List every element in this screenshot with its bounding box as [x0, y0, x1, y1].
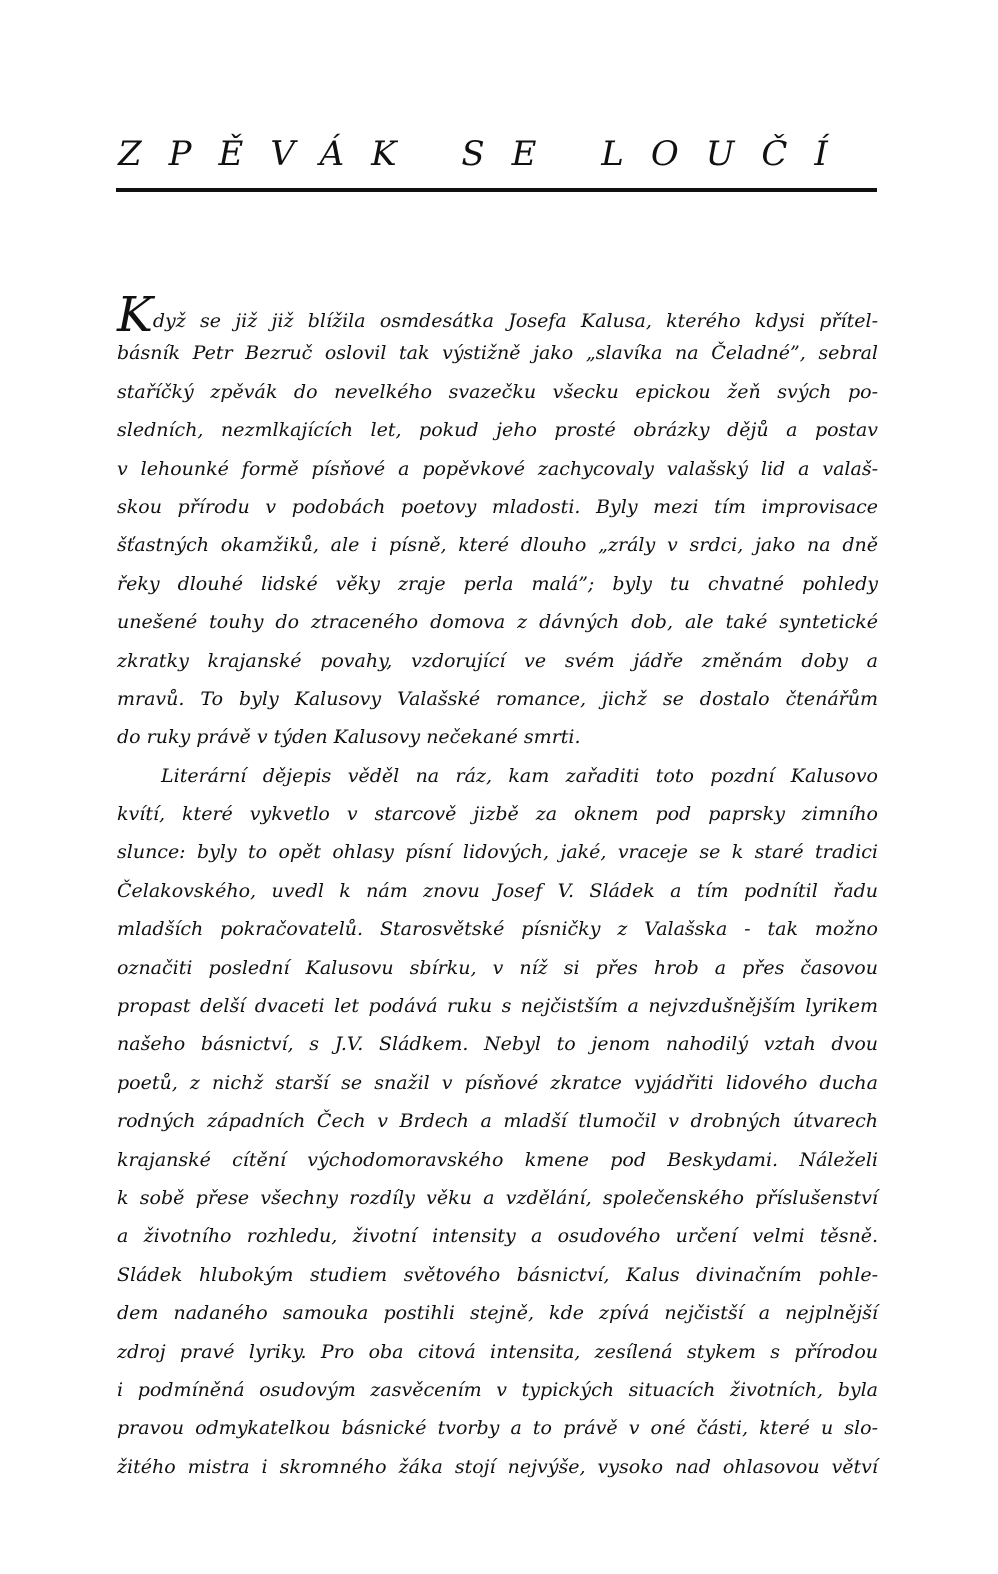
text-line: označiti poslední Kalusovu sbírku, v níž si přes hrob a přes časovou	[117, 956, 878, 979]
paragraph-2	[117, 757, 878, 1486]
text-line: propast delší dvaceti let podává ruku s nejčistším a nejvzdušnějším lyrikem	[117, 995, 878, 1018]
text-line: rodných západních Čech v Brdech a mladší tlumočil v drobných útvarech	[117, 1110, 878, 1133]
text-line: našeho básnictví, s J.V. Sládkem. Nebyl to jenom nahodilý vztah dvou	[117, 1033, 878, 1056]
text-line: Čelakovského, uvedl k nám znovu Josef V. Sládek a tím podnítil řadu	[117, 879, 878, 902]
text-line: staříčký zpěvák do nevelkého svazečku všecku epickou žeň svých po-	[117, 380, 878, 403]
text-line: šťastných okamžiků, ale i písně, které dlouho „zrály v srdci, jako na dně	[117, 534, 878, 557]
text-line	[117, 287, 878, 343]
text-line: sledních, nezmlkajících let, pokud jeho prosté obrázky dějů a postav	[117, 419, 878, 442]
text-line: slunce: byly to opět ohlasy písní lidových, jaké, vraceje se k staré tradici	[117, 841, 878, 864]
text-line: mladších pokračovatelů. Starosvětské písničky z Valašska - tak možno	[117, 918, 878, 941]
text-line: zkratky krajanské povahy, vzdorující ve svém jádře změnám doby a	[117, 649, 878, 672]
text-line: i podmíněná osudovým zasvěcením v typických situacích životních, byla	[117, 1378, 878, 1401]
text-line: básník Petr Bezruč oslovil tak výstižně jako „slavíka na Čeladné”, sebral	[117, 342, 878, 365]
text-line: poetů, z nichž starší se snažil v písňové zkratce vyjádřiti lidového ducha	[117, 1071, 878, 1094]
text-line: skou přírodu v podobách poetovy mladosti. Byly mezi tím improvisace	[117, 495, 878, 518]
text-line: mravů. To byly Kalusovy Valašské romance, jichž se dostalo čtenářům	[117, 687, 878, 710]
text-line: zdroj pravé lyriky. Pro oba citová intensita, zesílená stykem s přírodou	[117, 1340, 878, 1363]
text-line: dem nadaného samouka postihli stejně, kde zpívá nejčistší a nejplnější	[117, 1302, 878, 1325]
chapter-title: ZPĚVÁK SE LOUČÍ	[118, 134, 855, 174]
text-line: unešené touhy do ztraceného domova z dávných dob, ale také syntetické	[117, 611, 878, 634]
text-line: kvítí, které vykvetlo v starcově jizbě za oknem pod paprsky zimního	[117, 803, 878, 826]
text-line: k sobě přese všechny rozdíly věku a vzdělání, společenského příslušenství	[117, 1186, 878, 1209]
text-line: krajanské cítění východomoravského kmene pod Beskydami. Náleželi	[117, 1148, 878, 1171]
text-line: v lehounké formě písňové a popěvkové zachycovaly valašský lid a valaš-	[117, 457, 878, 480]
paragraph-1	[117, 287, 878, 757]
first-line-text: dyž se již již blížila osmdesátka Josefa Kalusa, kterého kdysi přítel-	[152, 310, 878, 332]
text-line: žitého mistra i skromného žáka stojí nejvýše, vysoko nad ohlasovou větví	[117, 1455, 878, 1478]
text-line: do ruky právě v týden Kalusovy nečekané smrti.	[117, 726, 581, 749]
text-line: Literární dějepis věděl na ráz, kam zařaditi toto pozdní Kalusovo	[161, 764, 878, 787]
text-line: a životního rozhledu, životní intensity a osudového určení velmi těsně.	[117, 1225, 878, 1248]
drop-cap: K	[117, 287, 153, 343]
text-line: Sládek hlubokým studiem světového básnictví, Kalus divinačním pohle-	[117, 1263, 878, 1286]
text-line: pravou odmykatelkou básnické tvorby a to právě v oné části, které u slo-	[117, 1417, 878, 1440]
title-rule	[116, 188, 877, 192]
body-text	[117, 287, 878, 1486]
text-line: řeky dlouhé lidské věky zraje perla malá”; byly tu chvatné pohledy	[117, 572, 878, 595]
